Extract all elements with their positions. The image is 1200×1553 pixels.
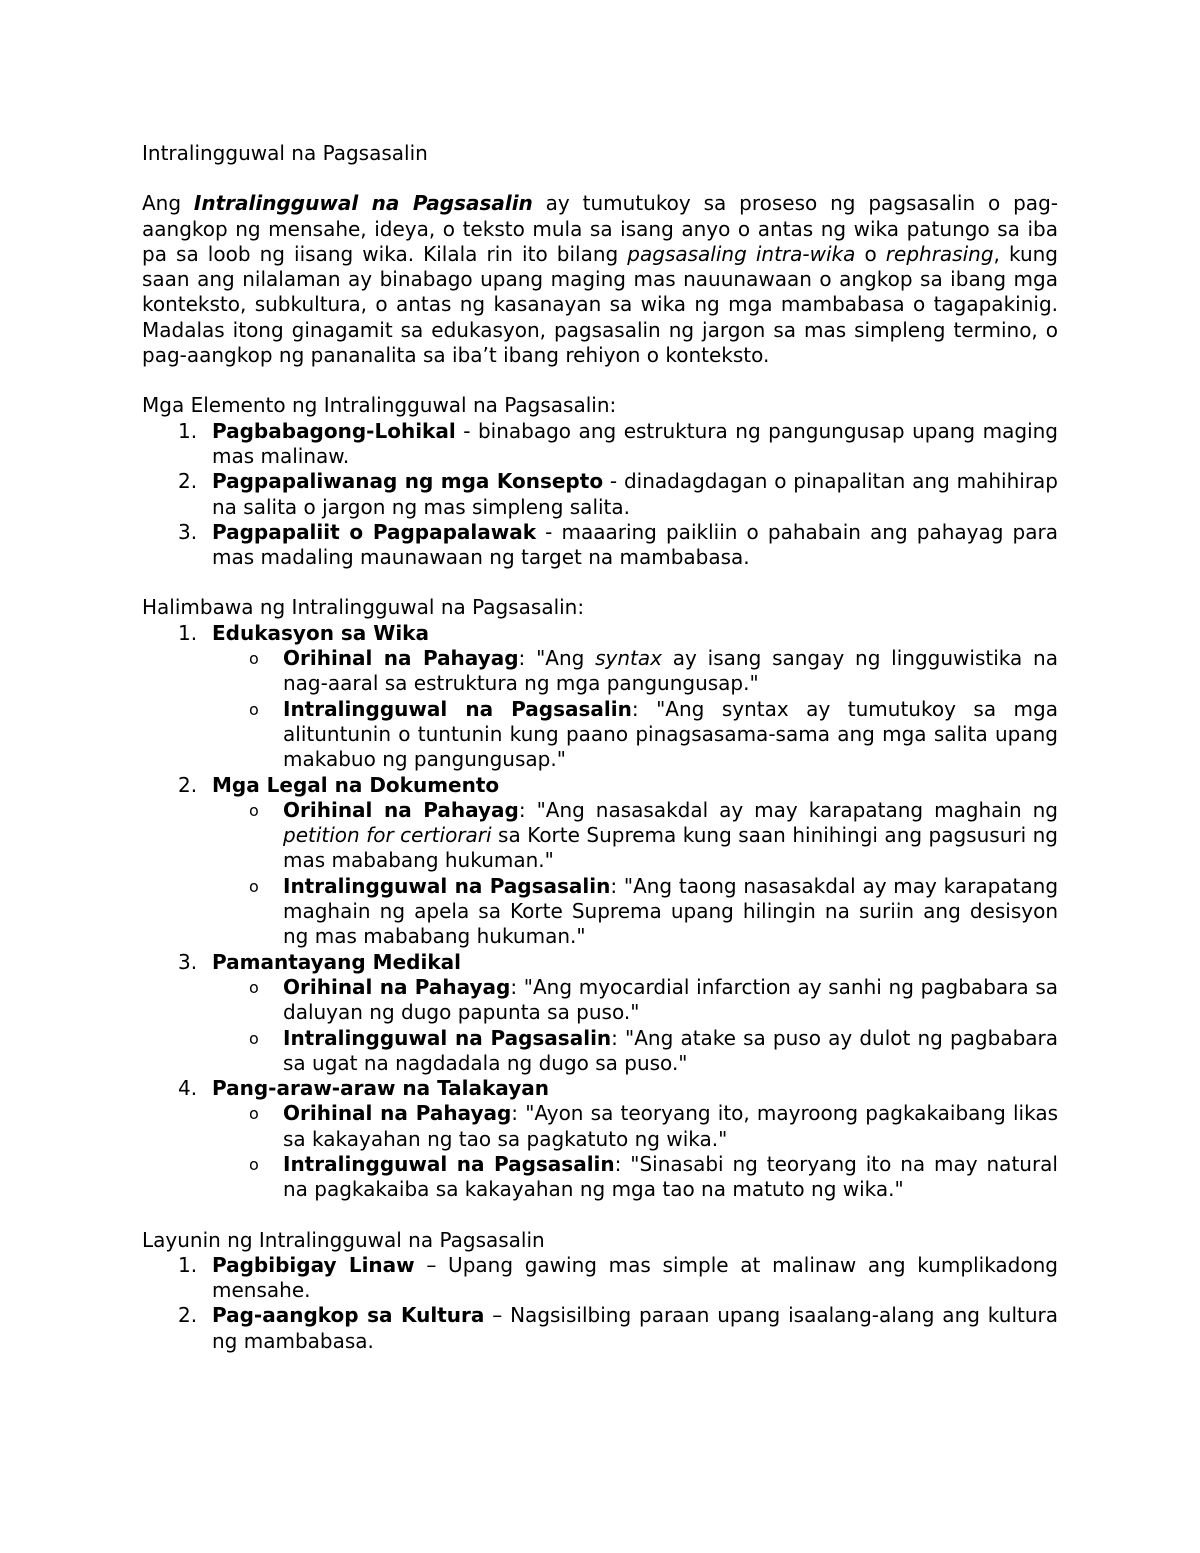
examples-list — [142, 621, 1058, 1203]
document-page — [142, 141, 1058, 1354]
item-desc: – Upang gawing mas simple at malinaw ang kumplikadong mensahe. — [212, 1252, 1058, 1303]
original-italic: petition for certiorari — [283, 823, 492, 848]
item-desc: - maaaring paikliin o pahabain ang pahayag para mas madaling maunawaan ng target na mambabasa. — [212, 519, 1058, 570]
sub-list — [212, 975, 1058, 1076]
list-item — [212, 773, 1058, 950]
list-item — [212, 621, 1058, 773]
bullet-icon: o — [249, 649, 259, 669]
original-text: ay isang sangay ng lingguwistika na nag-aaral sa estruktura ng mga pangungusap." — [283, 646, 1058, 696]
document-title: Intralingguwal na Pagsasalin — [142, 141, 428, 165]
original-text: : "Ayon sa teoryang ito, mayroong pagkakaibang likas sa kakayahan ng tao sa pagkatuto ng wika." — [283, 1101, 1058, 1151]
list-item — [212, 1303, 1058, 1354]
sub-item — [249, 1151, 1058, 1203]
item-desc: - dinadagdagan o pinapalitan ang mahihirap na salita o jargon ng mas simpleng salita. — [212, 469, 1058, 519]
elements-list — [142, 419, 1058, 571]
intro-term: Intralingguwal na Pagsasalin — [193, 191, 533, 216]
item-term: Pagbabagong-Lohikal — [212, 418, 456, 443]
original-label: Orihinal na Pahayag — [283, 1101, 512, 1126]
intro-text: ay tumutukoy sa proseso ng pagsasalin o pag-aangkop ng mensahe, ideya, o teksto mula sa isang anyo o antas ng wika patungo sa iba pa sa loob ng iisang wika. Kilala rin ito bilang — [142, 191, 1058, 266]
intralingual-text: : "Ang taong nasasakdal ay may karapatang maghain ng apela sa Korte Suprema upang hilingin na suriin ang desisyon ng mas mababang hukuman." — [283, 873, 1059, 949]
item-desc: – Nagsisilbing paraan upang isaalang-alang ang kultura ng mambabasa. — [212, 1303, 1059, 1353]
sub-item — [249, 974, 1058, 1026]
intralingual-label: Intralingguwal na Pagsasalin — [283, 873, 611, 898]
intralingual-label: Intralingguwal na Pagsasalin — [283, 1151, 615, 1176]
list-item — [212, 1253, 1058, 1304]
intro-italic-term: rephrasing — [885, 241, 994, 266]
intralingual-text: : "Ang atake sa puso ay dulot ng pagbabara sa ugat na nagdadala ng dugo sa puso." — [283, 1025, 1059, 1075]
sub-item — [249, 873, 1059, 950]
sub-item — [249, 696, 1058, 773]
sub-item — [249, 1025, 1059, 1077]
intralingual-text: : "Ang syntax ay tumutukoy sa mga alituntunin o tuntunin kung paano pinagsasama-sama ang mga salita upang makabuo ng pangungusap." — [283, 696, 1058, 772]
sub-item — [249, 1101, 1058, 1152]
original-text: sa Korte Suprema kung saan hinihingi ang pagsusuri ng mas mababang hukuman." — [283, 823, 1058, 873]
list-item — [212, 469, 1058, 520]
list-item — [212, 419, 1058, 470]
sub-item — [249, 797, 1059, 874]
bullet-icon: o — [249, 1104, 259, 1124]
intralingual-text: : "Sinasabi ng teoryang ito na may natural na pagkakaiba sa kakayahan ng mga tao na matuto ng wika." — [283, 1151, 1058, 1202]
original-text: : "Ang myocardial infarction ay sanhi ng pagbabara sa daluyan ng dugo papunta sa puso." — [283, 974, 1058, 1025]
goals-heading: Layunin ng Intralingguwal na Pagsasalin — [142, 1227, 545, 1252]
sub-list — [212, 1101, 1058, 1202]
intro-text: Ang — [142, 191, 194, 216]
list-item — [212, 520, 1058, 571]
example-title: Pang-araw-araw na Talakayan — [212, 1076, 549, 1101]
intro-text: o — [855, 241, 886, 266]
bullet-icon: o — [249, 977, 259, 997]
item-term: Pagbibigay Linaw — [212, 1252, 415, 1277]
sub-list — [212, 798, 1058, 950]
list-item — [212, 950, 1058, 1076]
intro-text: , kung saan ang nilalaman ay binabago upang maging mas nauunawaan o angkop sa ibang mga konteksto, subkultura, o antas ng kasanayan sa wika ng mga mambabasa o tagapakinig. Madalas itong ginagamit sa edukasyon, pagsasalin ng jargon sa mas simpleng termino, o pag-aangkop ng pananalita sa iba’t ibang rehiyon o konteksto. — [142, 241, 1058, 368]
example-title: Pamantayang Medikal — [212, 949, 461, 974]
original-label: Orihinal na Pahayag — [283, 797, 519, 822]
item-desc: - binabago ang estruktura ng pangungusap upang maging mas malinaw. — [212, 418, 1058, 468]
original-label: Orihinal na Pahayag — [283, 974, 511, 999]
bullet-icon: o — [249, 876, 259, 896]
elements-heading: Mga Elemento ng Intralingguwal na Pagsasalin: — [142, 393, 617, 418]
intralingual-label: Intralingguwal na Pagsasalin — [283, 696, 632, 721]
intro-paragraph — [142, 191, 1058, 368]
original-label: Orihinal na Pahayag — [283, 646, 519, 671]
bullet-icon: o — [249, 1028, 259, 1048]
bullet-icon: o — [249, 800, 259, 820]
sub-list — [212, 646, 1058, 772]
list-item — [212, 1076, 1058, 1202]
item-term: Pagpapaliwanag ng mga Konsepto — [212, 469, 604, 494]
bullet-icon: o — [249, 699, 259, 719]
item-term: Pagpapaliit o Pagpapalawak — [212, 519, 537, 544]
examples-heading: Halimbawa ng Intralingguwal na Pagsasalin: — [142, 595, 585, 620]
original-text: : "Ang nasasakdal ay may karapatang maghain ng — [518, 797, 1059, 822]
example-title: Edukasyon sa Wika — [212, 620, 429, 645]
original-italic: syntax — [595, 646, 662, 671]
bullet-icon: o — [249, 1154, 259, 1174]
intralingual-label: Intralingguwal na Pagsasalin — [283, 1025, 612, 1050]
intro-italic-term: pagsasaling intra-wika — [627, 241, 856, 266]
example-title: Mga Legal na Dokumento — [212, 772, 500, 797]
item-term: Pag-aangkop sa Kultura — [212, 1303, 485, 1328]
original-text: : "Ang — [518, 646, 596, 671]
sub-item — [249, 646, 1058, 697]
goals-list — [142, 1253, 1058, 1354]
